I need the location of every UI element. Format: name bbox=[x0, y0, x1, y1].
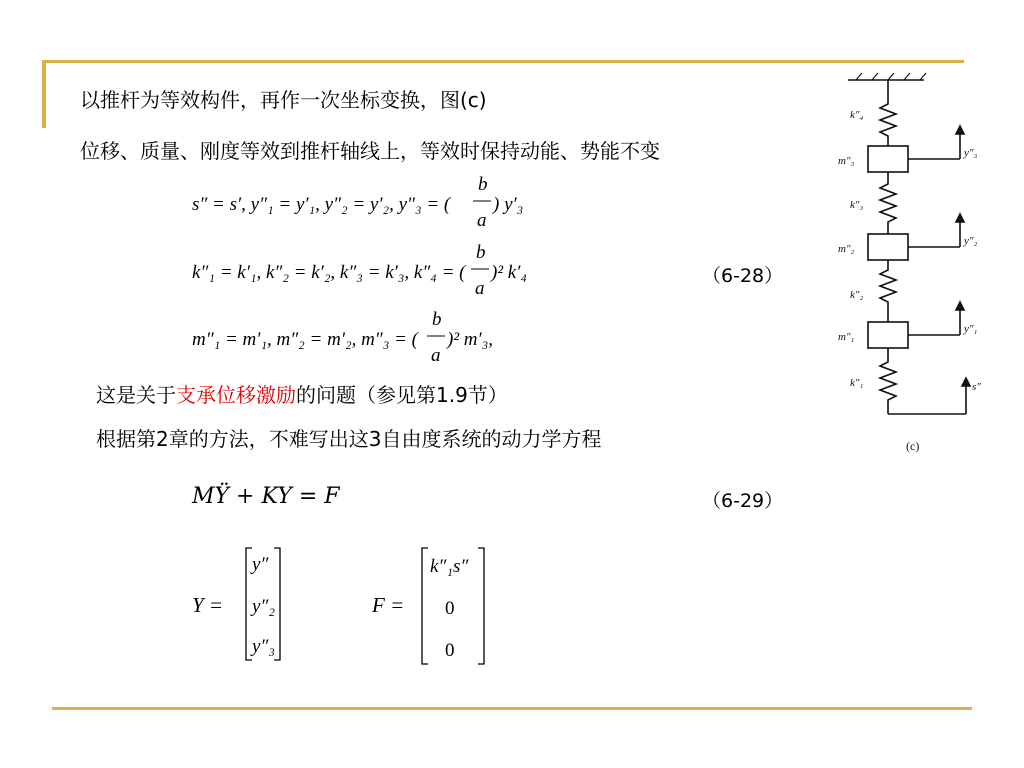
label-m1: m″₁ bbox=[838, 331, 855, 343]
eq3-rhs: )² m′₃, bbox=[447, 329, 494, 350]
text-line-4: 根据第2章的方法，不难写出这3自由度系统的动力学方程 bbox=[96, 427, 602, 451]
equation-number-6-29: （6-29） bbox=[702, 490, 784, 512]
F-entry-1: k″₁s″ bbox=[430, 556, 469, 577]
eq2-lhs: k″₁ = k′₁, k″₂ = k′₂, k″₃ = k′₃, k″₄ = ( bbox=[192, 262, 466, 283]
F-right-bracket bbox=[478, 548, 484, 664]
mass-m3 bbox=[868, 146, 908, 172]
F-left-bracket bbox=[422, 548, 428, 664]
spring-k4 bbox=[880, 80, 896, 146]
fixed-support-hatch bbox=[856, 73, 926, 80]
left-accent-bar bbox=[42, 60, 46, 128]
eq1-frac-den: a bbox=[477, 210, 487, 231]
base-arrow-head bbox=[962, 378, 970, 386]
label-m2: m″₂ bbox=[838, 243, 855, 255]
eq3-lhs: m″₁ = m′₁, m″₂ = m′₂, m″₃ = ( bbox=[192, 329, 418, 350]
mass-m1 bbox=[868, 322, 908, 348]
figure-caption: (c) bbox=[906, 439, 920, 453]
label-y3: y″₃ bbox=[964, 147, 978, 159]
label-y2: y″₂ bbox=[964, 235, 978, 247]
eq1-lhs: s″ = s′, y″₁ = y′₁, y″₂ = y′₂, y″₃ = ( bbox=[192, 194, 451, 215]
eq1-frac-num: b bbox=[478, 174, 488, 195]
equation-block-6-28 bbox=[180, 168, 560, 378]
bottom-accent-rule bbox=[52, 707, 972, 710]
eq2-frac-den: a bbox=[475, 278, 485, 299]
F-label: F = bbox=[372, 593, 405, 617]
eq2-frac-num: b bbox=[476, 242, 486, 263]
F-vector bbox=[368, 540, 498, 670]
y1-arrow-head bbox=[956, 302, 964, 310]
mass-m2 bbox=[868, 234, 908, 260]
Y-entry-2: y″₂ bbox=[252, 596, 275, 617]
text-line-1: 以推杆为等效构件，再作一次坐标变换，图(c) bbox=[80, 88, 487, 112]
y2-arrow-head bbox=[956, 214, 964, 222]
F-entry-3: 0 bbox=[445, 640, 455, 661]
label-s: s″ bbox=[972, 381, 981, 393]
equation-of-motion: MŸ + KY = F bbox=[192, 484, 340, 509]
eq2-rhs: )² k′₄ bbox=[491, 262, 527, 283]
Y-label: Y = bbox=[192, 593, 224, 617]
text-line-2: 位移、质量、刚度等效到推杆轴线上，等效时保持动能、势能不变 bbox=[80, 139, 660, 163]
spring-mass-figure bbox=[832, 68, 992, 460]
spring-k1 bbox=[880, 348, 896, 414]
spring-k3 bbox=[880, 172, 896, 234]
eq3-frac-num: b bbox=[432, 309, 442, 330]
Y-entry-3: y″₃ bbox=[252, 636, 275, 657]
label-m3: m″₃ bbox=[838, 155, 855, 167]
label-k2: k″₂ bbox=[850, 289, 864, 301]
spring-k2 bbox=[880, 260, 896, 322]
label-k1: k″₁ bbox=[850, 377, 864, 389]
label-k4: k″₄ bbox=[850, 109, 864, 121]
support-excitation-highlight: 支承位移激励 bbox=[176, 383, 296, 407]
F-entry-2: 0 bbox=[445, 598, 455, 619]
label-k3: k″₃ bbox=[850, 199, 864, 211]
equation-number-6-28: （6-28） bbox=[702, 265, 784, 287]
text-line-3 bbox=[96, 383, 508, 407]
y3-arrow-head bbox=[956, 126, 964, 134]
Y-vector bbox=[188, 540, 298, 670]
eq1-rhs: ) y′₃ bbox=[493, 194, 524, 215]
text-line-3-end: 的问题（参见第1.9节） bbox=[296, 383, 508, 407]
eq3-frac-den: a bbox=[431, 345, 441, 366]
label-y1: y″₁ bbox=[964, 323, 978, 335]
Y-entry-1: y″ bbox=[252, 554, 269, 575]
text-line-3-start: 这是关于 bbox=[96, 383, 176, 407]
top-accent-rule bbox=[42, 60, 964, 63]
